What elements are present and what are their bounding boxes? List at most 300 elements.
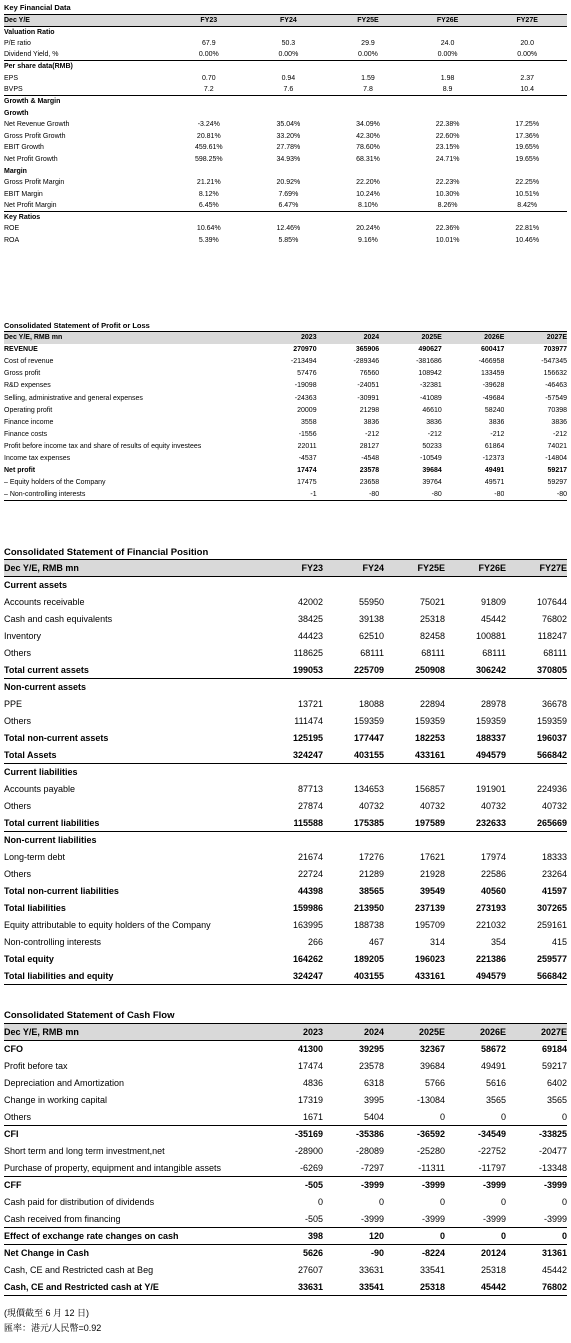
table-row	[4, 452, 567, 464]
row-label: Others	[4, 869, 32, 879]
cell-value: 23578	[358, 1061, 384, 1071]
cell-value: 120	[323, 1228, 384, 1245]
table-row	[4, 489, 567, 501]
table-row	[4, 154, 567, 166]
cell-value: 224936	[536, 784, 567, 794]
table-row	[4, 1228, 567, 1245]
cell-value: 75021	[419, 597, 445, 607]
table-row	[4, 212, 567, 224]
table-row	[4, 1075, 567, 1092]
cell-value: -25280	[416, 1146, 445, 1156]
cell-value: 20.0	[520, 39, 534, 47]
cell-value	[445, 679, 506, 696]
cell-value: 25318	[480, 1265, 506, 1275]
cell-value: 0.00%	[437, 51, 458, 59]
table-row	[4, 1160, 567, 1177]
cell-value: 17276	[358, 852, 384, 862]
cell-value: 24.0	[440, 39, 455, 47]
cell-value: 270970	[293, 346, 317, 354]
row-label: Others	[4, 801, 32, 811]
cell-value: 18088	[358, 699, 384, 709]
table-row	[4, 1194, 567, 1211]
row-label: Total non-current assets	[4, 733, 109, 743]
row-label: EBIT Margin	[4, 190, 43, 198]
cell-value: 433161	[384, 968, 445, 985]
cell-value: 68111	[421, 648, 445, 658]
cell-value: 250908	[414, 664, 445, 675]
row-label: – Equity holders of the Company	[4, 479, 106, 487]
cell-value	[249, 165, 329, 177]
cell-value: 189205	[353, 954, 384, 964]
cell-value: 159359	[353, 716, 384, 726]
cell-value: 35.04%	[276, 121, 301, 129]
cell-value: 415	[551, 937, 567, 947]
cell-value: 91809	[480, 597, 506, 607]
cell-value: 42.30%	[356, 132, 380, 140]
cell-value: 10.64%	[196, 225, 221, 233]
row-label: Current liabilities	[4, 764, 262, 781]
cell-value	[384, 764, 445, 781]
cell-value	[408, 61, 488, 73]
cell-value: 4836	[302, 1078, 323, 1088]
table-row	[4, 611, 567, 628]
cell-value: 17474	[297, 467, 317, 475]
cell-value: 3836	[363, 418, 380, 426]
cell-value: 7.69%	[278, 190, 299, 198]
cell-value: 21289	[358, 869, 384, 879]
cell-value: 20.92%	[276, 179, 301, 187]
cell-value: 59297	[547, 479, 567, 487]
cell-value: 22.81%	[515, 225, 540, 233]
cell-value: 221032	[475, 920, 506, 930]
table-row	[4, 356, 567, 368]
table-row	[4, 730, 567, 747]
cell-value: 21928	[419, 869, 445, 879]
table-row	[4, 235, 567, 247]
cell-value: 22.60%	[435, 132, 460, 140]
cell-value: 182253	[414, 733, 445, 743]
cell-value: 403155	[353, 749, 384, 760]
cell-value: -212	[552, 430, 567, 438]
cell-value: 3836	[488, 418, 505, 426]
row-label: Accounts payable	[4, 784, 76, 794]
cell-value: 459.61%	[194, 144, 223, 152]
cell-value	[506, 832, 567, 849]
cell-value: 600417	[481, 346, 505, 354]
cell-value: 38425	[297, 614, 323, 624]
cell-value: 23658	[359, 479, 380, 487]
cell-value: -7297	[360, 1162, 384, 1173]
cell-value: -19098	[294, 382, 317, 390]
cell-value: -1	[254, 489, 317, 501]
cell-value: 232633	[475, 817, 506, 828]
row-label: PPE	[4, 699, 23, 709]
cell-value: 33541	[419, 1265, 445, 1275]
cell-value: 8.9	[442, 86, 453, 94]
cell-value	[169, 61, 249, 73]
cell-value: 17474	[297, 1061, 323, 1071]
table-header-row	[4, 560, 567, 577]
cell-value: 0	[378, 1197, 384, 1207]
cell-value: 494579	[475, 749, 506, 760]
table-row	[4, 628, 567, 645]
header-year: 2025E	[384, 1024, 445, 1041]
cell-value: 44423	[297, 631, 323, 641]
header-year: 2026E	[442, 332, 505, 344]
cell-value: 39764	[422, 479, 442, 487]
row-label: Profit before tax	[4, 1061, 68, 1071]
row-label: Total non-current liabilities	[4, 886, 119, 896]
cell-value: -14804	[545, 454, 567, 462]
cell-value	[262, 577, 323, 594]
row-label: Gross profit	[4, 370, 41, 378]
cell-value: 17475	[297, 479, 317, 487]
cell-value: 0	[506, 1228, 567, 1245]
cell-value: 68.31%	[356, 155, 380, 163]
cell-value: 10.01%	[435, 237, 460, 245]
row-label: Net profit	[4, 467, 36, 475]
cell-value: -3999	[543, 1213, 567, 1224]
cell-value: 0	[317, 1197, 323, 1207]
financial-position-table	[4, 559, 567, 985]
table-row	[4, 1245, 567, 1262]
cell-value: 314	[429, 937, 445, 947]
cell-value	[445, 764, 506, 781]
table-row	[4, 900, 567, 917]
row-label: Non-current assets	[4, 679, 262, 696]
cell-value: 40732	[358, 801, 384, 811]
cell-value: 177447	[353, 733, 384, 743]
row-label: EPS	[4, 74, 19, 82]
row-label: Income tax expenses	[4, 454, 71, 462]
row-label: Long-term debt	[4, 852, 66, 862]
header-year: FY25E	[384, 560, 445, 577]
cell-value: -28089	[355, 1146, 384, 1156]
cell-value: -3999	[445, 1177, 506, 1194]
cell-value: -34549	[445, 1126, 506, 1143]
cell-value: 196023	[414, 954, 445, 964]
table-row	[4, 1109, 567, 1126]
cell-value: 10.4	[520, 86, 534, 94]
row-label: Net Profit Growth	[4, 155, 58, 163]
cash-flow-table	[4, 1023, 567, 1296]
cell-value: 25318	[384, 1279, 445, 1296]
cell-value: 3558	[301, 418, 317, 426]
table-row	[4, 84, 567, 96]
cell-value: 175385	[353, 817, 384, 828]
cell-value: 19.65%	[515, 144, 540, 152]
cell-value: 22.20%	[356, 179, 380, 187]
cell-value: 0	[384, 1228, 445, 1245]
cell-value: -4537	[298, 454, 317, 462]
cell-value: 22.25%	[515, 179, 540, 187]
row-label: Net Revenue Growth	[4, 121, 70, 129]
cell-value: 45442	[480, 614, 506, 624]
cell-value: 39684	[422, 467, 442, 475]
row-label: Inventory	[4, 631, 42, 641]
cell-value: 49571	[484, 479, 505, 487]
header-label: Dec Y/E	[4, 15, 169, 27]
row-label: Cash and cash equivalents	[4, 614, 113, 624]
cell-value: -3999	[482, 1213, 506, 1224]
price-date-note: (現價截至 6 月 12 日)	[4, 1308, 90, 1318]
cell-value: 0.94	[281, 74, 296, 82]
cell-value: 74021	[547, 442, 567, 450]
cell-value: 87713	[297, 784, 323, 794]
header-year: 2025E	[379, 332, 442, 344]
cell-value: 40732	[541, 801, 567, 811]
table-row	[4, 96, 567, 108]
table-row	[4, 344, 567, 356]
header-year: 2024	[317, 332, 380, 344]
row-label: EBIT Growth	[4, 144, 44, 152]
cell-value	[169, 26, 249, 38]
key-financial-table	[4, 14, 567, 246]
cell-value: 3565	[485, 1095, 506, 1105]
cell-value: 39684	[419, 1061, 445, 1071]
cell-value: 59217	[547, 467, 567, 475]
cell-value: 354	[490, 937, 506, 947]
cell-value: 197589	[414, 817, 445, 828]
section-title: Consolidated Statement of Financial Position	[4, 547, 209, 558]
cell-value	[323, 832, 384, 849]
cell-value: 0.70	[201, 74, 216, 82]
cell-value: -3999	[323, 1177, 384, 1194]
row-label: Cash paid for distribution of dividends	[4, 1197, 155, 1207]
row-label: Total liabilities	[4, 903, 66, 913]
table-row	[4, 177, 567, 189]
row-label: Growth & Margin	[4, 96, 169, 108]
cell-value: 306242	[475, 664, 506, 675]
cell-value: -35169	[262, 1126, 323, 1143]
table-row	[4, 119, 567, 131]
cell-value: 58672	[480, 1044, 506, 1055]
cell-value: -547345	[541, 358, 567, 366]
cell-value: 23264	[541, 869, 567, 879]
cell-value: 55950	[358, 597, 384, 607]
cell-value: 76802	[506, 1279, 567, 1296]
cell-value: 34.09%	[356, 121, 380, 129]
row-label: REVENUE	[4, 346, 38, 354]
cell-value: 17.25%	[515, 121, 540, 129]
table-row	[4, 200, 567, 212]
header-year: 2023	[254, 332, 317, 344]
cell-value: -20477	[538, 1146, 567, 1156]
cell-value: 8.10%	[358, 202, 378, 210]
table-row	[4, 416, 567, 428]
cell-value	[169, 212, 249, 224]
cell-value: 41300	[297, 1044, 323, 1055]
cell-value: -49684	[482, 394, 505, 402]
table-row	[4, 764, 567, 781]
table-row	[4, 188, 567, 200]
cell-value: -30991	[357, 394, 380, 402]
cell-value: 467	[368, 937, 384, 947]
cell-value: 39549	[419, 886, 445, 896]
cell-value: 13721	[297, 699, 323, 709]
cell-value: 221386	[475, 954, 506, 964]
cell-value: 324247	[292, 749, 323, 760]
cell-value: -4548	[361, 454, 380, 462]
row-label: Effect of exchange rate changes on cash	[4, 1228, 262, 1245]
cell-value: 17319	[297, 1095, 323, 1105]
row-label: Gross Profit Growth	[4, 132, 66, 140]
table-row	[4, 26, 567, 38]
cell-value: 5.39%	[198, 237, 219, 245]
cell-value: 188337	[475, 733, 506, 743]
cell-value: -33825	[506, 1126, 567, 1143]
cell-value: 58240	[484, 406, 505, 414]
cell-value: 32367	[419, 1044, 445, 1055]
row-label: Short term and long term investment,net	[4, 1146, 165, 1156]
header-label: Dec Y/E, RMB mn	[4, 560, 262, 577]
cell-value	[262, 764, 323, 781]
table-row	[4, 1092, 567, 1109]
cell-value: 22.23%	[435, 179, 460, 187]
cell-value	[384, 832, 445, 849]
row-label: Total liabilities and equity	[4, 968, 262, 985]
cell-value: 108942	[418, 370, 442, 378]
cell-value	[506, 679, 567, 696]
cell-value: 69184	[541, 1044, 567, 1055]
cell-value: 20009	[297, 406, 317, 414]
cell-value: 22724	[297, 869, 323, 879]
cell-value: -24363	[294, 394, 317, 402]
cell-value: 20.81%	[196, 132, 221, 140]
cell-value: -41089	[419, 394, 442, 402]
table-row	[4, 1279, 567, 1296]
table-row	[4, 781, 567, 798]
header-year: FY24	[323, 560, 384, 577]
table-row	[4, 866, 567, 883]
row-label: Non-current liabilities	[4, 832, 262, 849]
cell-value: 259577	[536, 954, 567, 964]
cell-value: 25318	[419, 614, 445, 624]
cell-value	[384, 577, 445, 594]
cell-value: 3995	[363, 1095, 384, 1105]
header-year: 2027E	[504, 332, 567, 344]
row-label: Per share data(RMB)	[4, 61, 169, 73]
cell-value: 8.42%	[517, 202, 538, 210]
cell-value: 191901	[475, 784, 506, 794]
cell-value: 50.3	[281, 39, 296, 47]
cell-value: 213950	[353, 903, 384, 913]
row-label: Gross Profit Margin	[4, 179, 65, 187]
table-row	[4, 428, 567, 440]
cell-value: 22894	[419, 699, 445, 709]
cell-value: -80	[442, 489, 505, 501]
table-row	[4, 165, 567, 177]
table-row	[4, 815, 567, 832]
header-year: FY25E	[328, 15, 408, 27]
table-row	[4, 465, 567, 477]
cell-value: 199053	[292, 664, 323, 675]
table-row	[4, 130, 567, 142]
cell-value	[262, 832, 323, 849]
table-row	[4, 679, 567, 696]
cell-value: -8224	[384, 1245, 445, 1262]
cell-value: 566842	[536, 749, 567, 760]
cell-value: 28978	[480, 699, 506, 709]
cell-value: 22.38%	[435, 121, 460, 129]
table-row	[4, 1126, 567, 1143]
cell-value	[323, 577, 384, 594]
table-row	[4, 223, 567, 235]
cell-value: -13084	[416, 1095, 445, 1105]
cell-value: 164262	[292, 954, 323, 964]
cell-value	[249, 26, 329, 38]
cell-value: 23578	[359, 467, 380, 475]
cell-value: -505	[304, 1213, 323, 1224]
cell-value: 20.24%	[356, 225, 380, 233]
cell-value: 27.78%	[276, 144, 301, 152]
header-year: FY27E	[506, 560, 567, 577]
cell-value: 19.65%	[515, 155, 540, 163]
table-row	[4, 713, 567, 730]
row-label: Cash, CE and Restricted cash at Y/E	[4, 1279, 262, 1296]
row-label: Finance costs	[4, 430, 48, 438]
cell-value: 21674	[297, 852, 323, 862]
table-header-row	[4, 332, 567, 344]
cell-value: 2.37	[520, 74, 534, 82]
cell-value: 598.25%	[194, 155, 223, 163]
cell-value	[262, 679, 323, 696]
table-header-row	[4, 1024, 567, 1041]
cell-value: 0.00%	[278, 51, 299, 59]
profit-loss-section	[4, 320, 567, 501]
cell-value: -381686	[416, 358, 442, 366]
table-row	[4, 594, 567, 611]
row-label: Net Profit Margin	[4, 202, 57, 210]
cell-value: 61864	[484, 442, 505, 450]
table-row	[4, 72, 567, 84]
cell-value	[323, 764, 384, 781]
cell-value: 0	[439, 1197, 445, 1207]
cell-value: 62510	[358, 631, 384, 641]
cell-value	[408, 165, 488, 177]
cell-value: 41597	[541, 886, 567, 896]
header-year: FY23	[169, 15, 249, 27]
cell-value: 0.00%	[198, 51, 219, 59]
table-row	[4, 951, 567, 968]
cell-value: 703977	[543, 346, 567, 354]
table-row	[4, 934, 567, 951]
table-row	[4, 1143, 567, 1160]
cell-value	[408, 212, 488, 224]
cell-value: 8.12%	[198, 190, 219, 198]
cell-value: 17621	[419, 852, 445, 862]
cell-value: 76560	[359, 370, 380, 378]
table-row	[4, 49, 567, 61]
cell-value: 159359	[475, 716, 506, 726]
table-row	[4, 38, 567, 50]
cell-value: 398	[262, 1228, 323, 1245]
row-label: Profit before income tax and share of results of equity investees	[4, 442, 202, 450]
cell-value	[249, 96, 329, 108]
table-header-row	[4, 15, 567, 27]
cell-value: 0	[445, 1228, 506, 1245]
cell-value: 34.93%	[276, 155, 301, 163]
row-label: – Non-controlling interests	[4, 489, 254, 501]
cell-value: 67.9	[201, 39, 216, 47]
table-row	[4, 883, 567, 900]
cell-value: 0	[500, 1197, 506, 1207]
row-label: Total current liabilities	[4, 817, 100, 828]
cell-value: 49491	[484, 467, 505, 475]
table-row	[4, 142, 567, 154]
cell-value: 5766	[424, 1078, 445, 1088]
cell-value: 118247	[537, 631, 567, 641]
